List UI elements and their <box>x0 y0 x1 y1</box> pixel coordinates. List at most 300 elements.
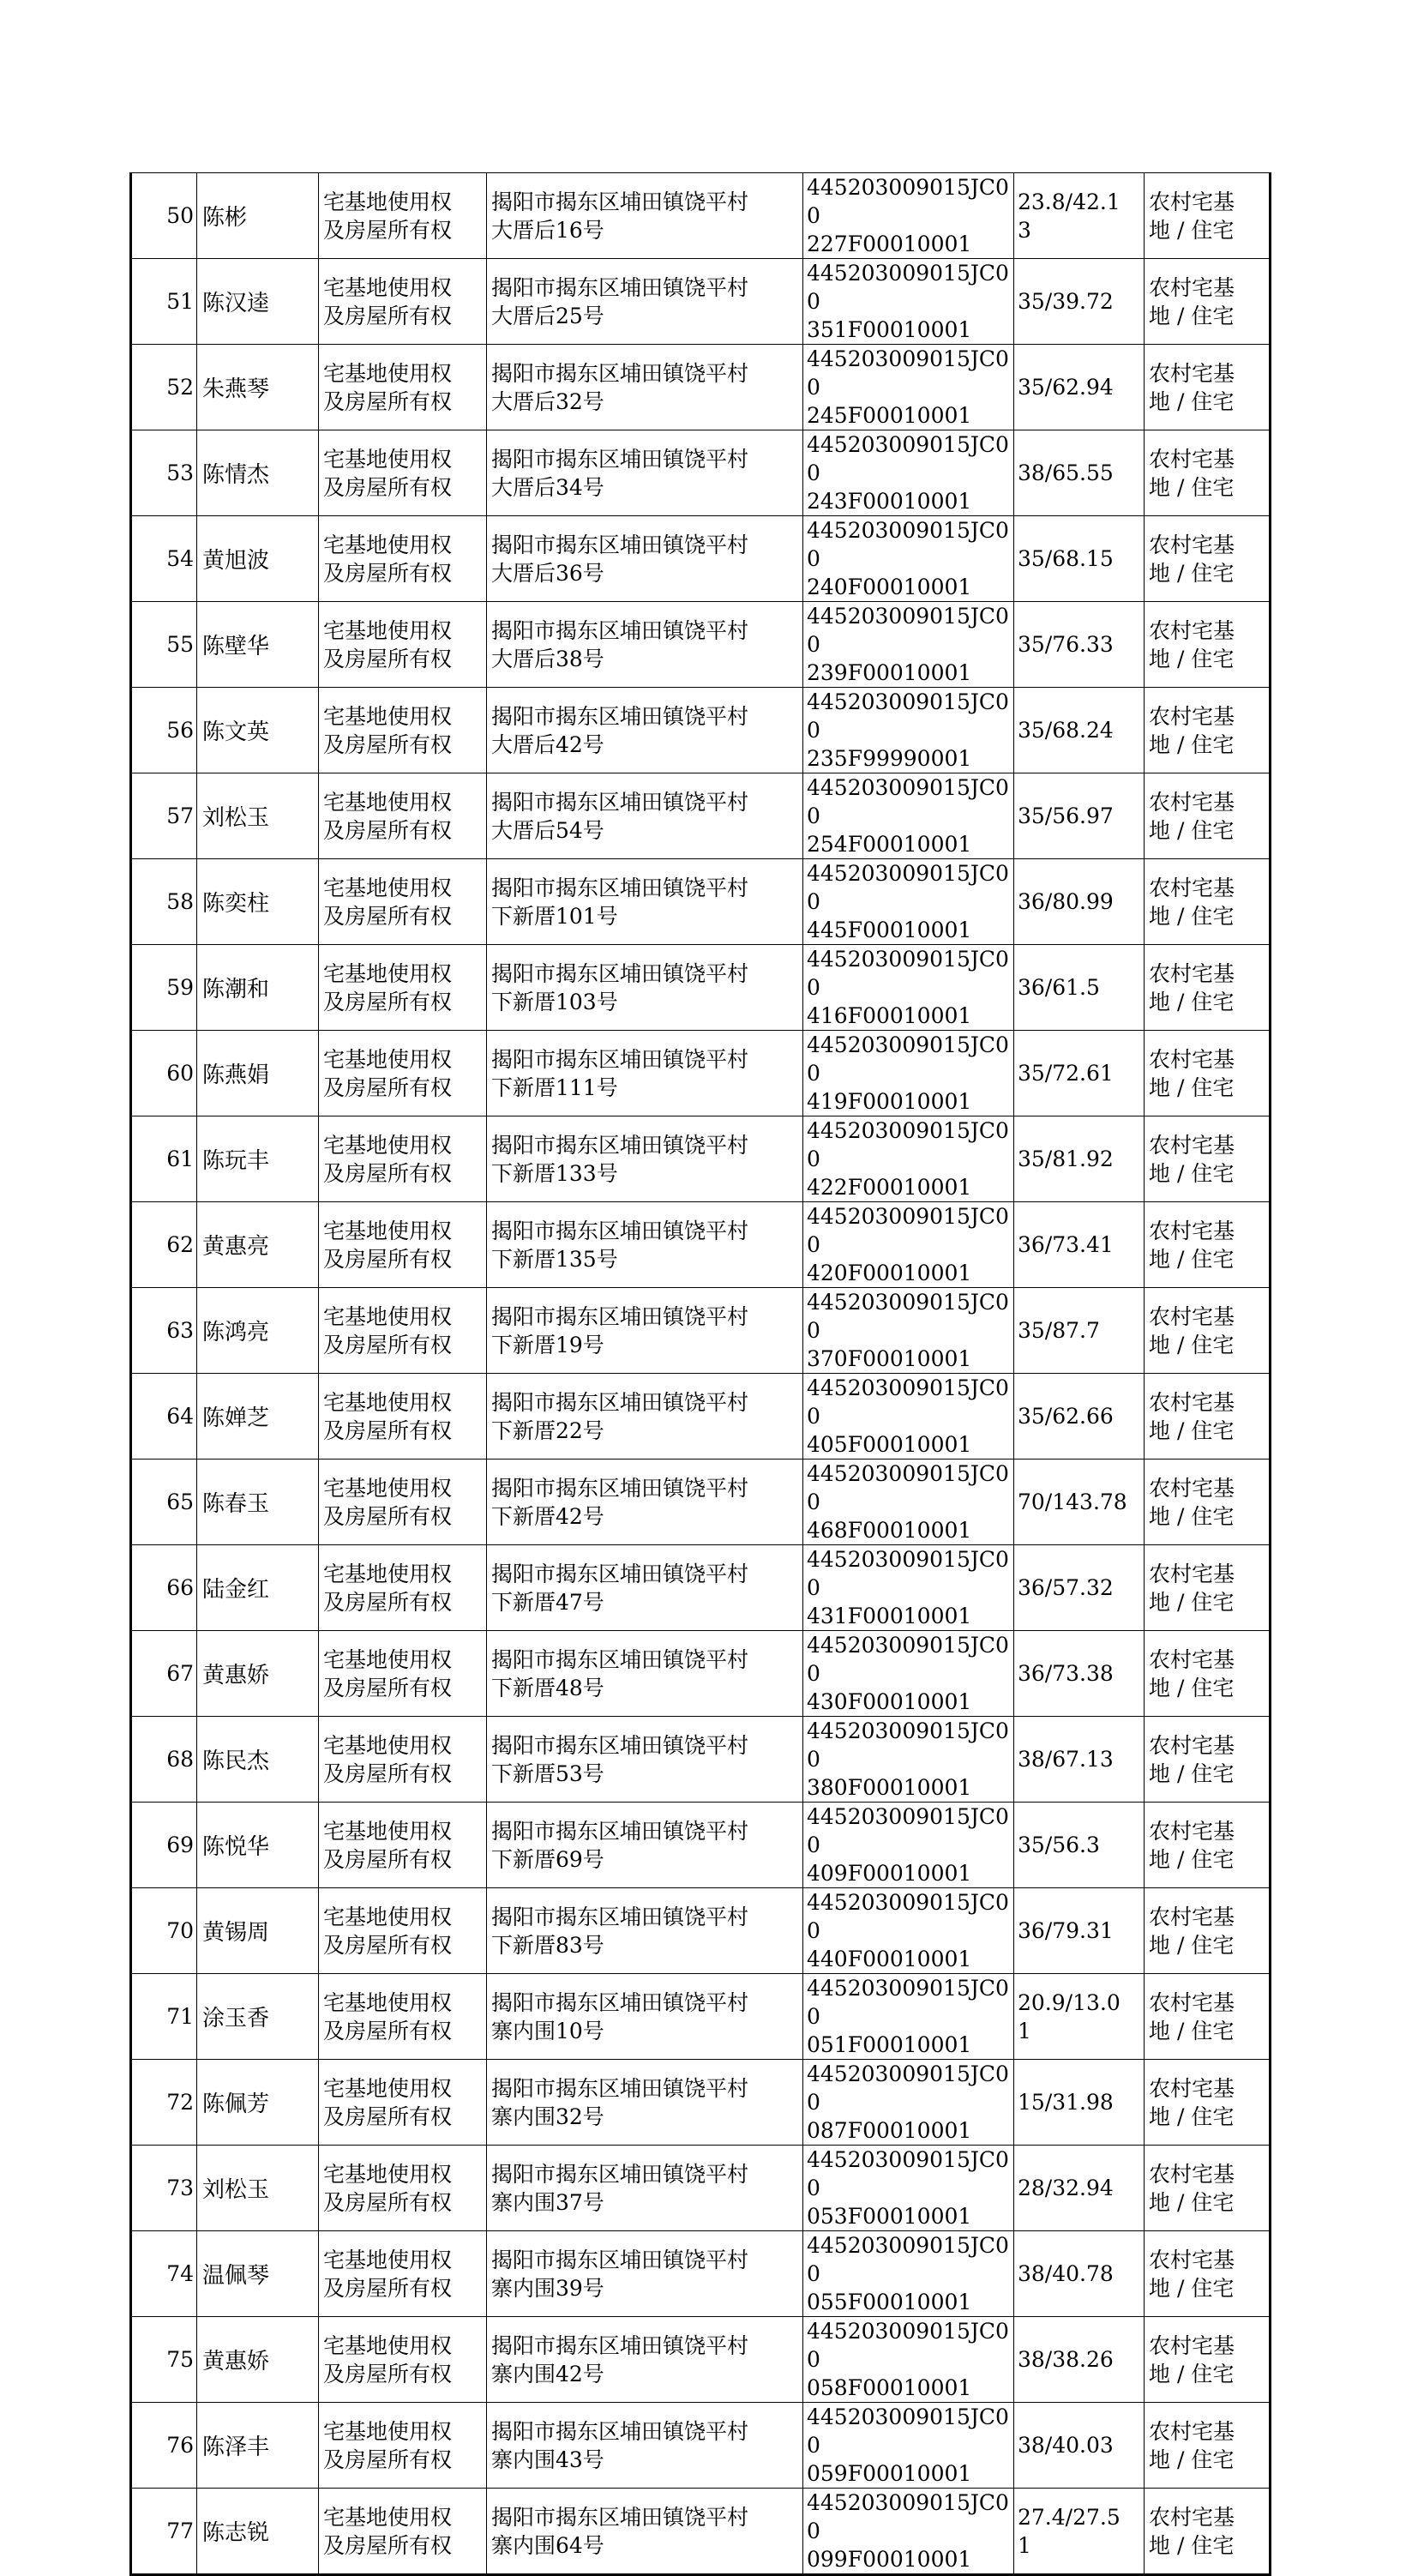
row-number-cell: 65 <box>131 1460 197 1545</box>
address-cell <box>487 1803 803 1888</box>
property-code-text: 445203009015JC00 430F00010001 <box>807 1633 1009 1714</box>
table-row <box>131 2489 1271 2575</box>
address-cell <box>487 516 803 602</box>
right-type-text: 宅基地使用权 及房屋所有权 <box>323 1818 453 1872</box>
right-type-text: 宅基地使用权 及房屋所有权 <box>323 1389 453 1443</box>
address-text: 揭阳市揭东区埔田镇饶平村 下新厝47号 <box>491 1561 749 1615</box>
usage-cell <box>1145 259 1271 345</box>
right-type-cell <box>319 1202 487 1288</box>
address-text: 揭阳市揭东区埔田镇饶平村 下新厝42号 <box>491 1475 749 1529</box>
area-text: 35/62.94 <box>1018 375 1114 400</box>
right-type-text: 宅基地使用权 及房屋所有权 <box>323 2504 453 2558</box>
usage-text: 农村宅基 地 / 住宅 <box>1149 1561 1235 1615</box>
owner-name-cell: 陈彬 <box>197 173 319 259</box>
area-text: 38/40.78 <box>1018 2261 1114 2286</box>
area-text: 35/81.92 <box>1018 1147 1114 1171</box>
registration-table <box>129 172 1271 2576</box>
property-code-cell <box>803 1803 1014 1888</box>
right-type-cell <box>319 1116 487 1202</box>
address-text: 揭阳市揭东区埔田镇饶平村 下新厝133号 <box>491 1132 749 1186</box>
row-number-cell: 63 <box>131 1288 197 1374</box>
row-number-cell: 68 <box>131 1717 197 1803</box>
area-cell <box>1014 1116 1145 1202</box>
address-cell <box>487 2231 803 2317</box>
right-type-text: 宅基地使用权 及房屋所有权 <box>323 2161 453 2215</box>
right-type-text: 宅基地使用权 及房屋所有权 <box>323 1303 453 1357</box>
address-cell <box>487 945 803 1031</box>
usage-text: 农村宅基 地 / 住宅 <box>1149 1132 1235 1186</box>
usage-cell <box>1145 2231 1271 2317</box>
usage-text: 农村宅基 地 / 住宅 <box>1149 2332 1235 2386</box>
usage-cell <box>1145 516 1271 602</box>
address-text: 揭阳市揭东区埔田镇饶平村 寨内围32号 <box>491 2075 749 2129</box>
property-code-text: 445203009015JC00 431F00010001 <box>807 1547 1009 1628</box>
property-code-text: 445203009015JC00 245F00010001 <box>807 346 1009 428</box>
address-text: 揭阳市揭东区埔田镇饶平村 寨内围39号 <box>491 2247 749 2301</box>
row-number-cell: 61 <box>131 1116 197 1202</box>
right-type-text: 宅基地使用权 及房屋所有权 <box>323 2418 453 2472</box>
usage-text: 农村宅基 地 / 住宅 <box>1149 2075 1235 2129</box>
address-text: 揭阳市揭东区埔田镇饶平村 下新厝83号 <box>491 1904 749 1958</box>
usage-text: 农村宅基 地 / 住宅 <box>1149 1732 1235 1786</box>
address-cell <box>487 2060 803 2146</box>
area-cell <box>1014 2146 1145 2231</box>
owner-name-cell: 陈燕娟 <box>197 1031 319 1116</box>
property-code-cell <box>803 345 1014 430</box>
area-cell <box>1014 173 1145 259</box>
table-row <box>131 1717 1271 1803</box>
right-type-text: 宅基地使用权 及房屋所有权 <box>323 532 453 586</box>
right-type-text: 宅基地使用权 及房屋所有权 <box>323 789 453 843</box>
usage-cell <box>1145 173 1271 259</box>
address-text: 揭阳市揭东区埔田镇饶平村 寨内围43号 <box>491 2418 749 2472</box>
row-number-cell: 58 <box>131 859 197 945</box>
property-code-text: 445203009015JC00 420F00010001 <box>807 1204 1009 1285</box>
right-type-text: 宅基地使用权 及房屋所有权 <box>323 617 453 671</box>
row-number-cell: 59 <box>131 945 197 1031</box>
address-cell <box>487 1717 803 1803</box>
usage-text: 农村宅基 地 / 住宅 <box>1149 703 1235 757</box>
right-type-text: 宅基地使用权 及房屋所有权 <box>323 1132 453 1186</box>
property-code-text: 445203009015JC00 422F00010001 <box>807 1118 1009 1200</box>
address-cell <box>487 2489 803 2575</box>
area-cell <box>1014 945 1145 1031</box>
property-code-text: 445203009015JC00 240F00010001 <box>807 518 1009 599</box>
property-code-cell <box>803 259 1014 345</box>
right-type-cell <box>319 2231 487 2317</box>
address-text: 揭阳市揭东区埔田镇饶平村 下新厝53号 <box>491 1732 749 1786</box>
area-text: 38/67.13 <box>1018 1747 1114 1772</box>
right-type-cell <box>319 602 487 688</box>
area-cell <box>1014 2403 1145 2489</box>
usage-cell <box>1145 1202 1271 1288</box>
owner-name-cell: 黄旭波 <box>197 516 319 602</box>
property-code-text: 445203009015JC00 099F00010001 <box>807 2490 1009 2572</box>
address-cell <box>487 1888 803 1974</box>
usage-cell <box>1145 2489 1271 2575</box>
usage-cell <box>1145 773 1271 859</box>
right-type-cell <box>319 2403 487 2489</box>
address-cell <box>487 1631 803 1717</box>
table-row <box>131 2317 1271 2403</box>
row-number-cell: 72 <box>131 2060 197 2146</box>
table-row <box>131 1374 1271 1460</box>
area-text: 20.9/13.0 1 <box>1018 1989 1121 2043</box>
area-text: 38/65.55 <box>1018 460 1114 485</box>
property-code-cell <box>803 1974 1014 2060</box>
area-cell <box>1014 602 1145 688</box>
usage-text: 农村宅基 地 / 住宅 <box>1149 1818 1235 1872</box>
usage-text: 农村宅基 地 / 住宅 <box>1149 1904 1235 1958</box>
usage-text: 农村宅基 地 / 住宅 <box>1149 960 1235 1014</box>
property-code-text: 445203009015JC00 087F00010001 <box>807 2061 1009 2143</box>
owner-name-cell: 温佩琴 <box>197 2231 319 2317</box>
property-code-cell <box>803 2403 1014 2489</box>
owner-name-cell: 黄惠亮 <box>197 1202 319 1288</box>
owner-name-cell: 陈汉逵 <box>197 259 319 345</box>
address-text: 揭阳市揭东区埔田镇饶平村 下新厝48号 <box>491 1646 749 1700</box>
usage-text: 农村宅基 地 / 住宅 <box>1149 274 1235 328</box>
area-text: 36/73.38 <box>1018 1661 1114 1686</box>
property-code-text: 445203009015JC00 468F00010001 <box>807 1461 1009 1543</box>
right-type-cell <box>319 1974 487 2060</box>
row-number-cell: 64 <box>131 1374 197 1460</box>
usage-cell <box>1145 1116 1271 1202</box>
owner-name-cell: 刘松玉 <box>197 773 319 859</box>
right-type-text: 宅基地使用权 及房屋所有权 <box>323 274 453 328</box>
usage-cell <box>1145 430 1271 516</box>
address-cell <box>487 773 803 859</box>
row-number-cell: 52 <box>131 345 197 430</box>
right-type-text: 宅基地使用权 及房屋所有权 <box>323 2247 453 2301</box>
property-code-cell <box>803 1116 1014 1202</box>
usage-cell <box>1145 2403 1271 2489</box>
usage-cell <box>1145 1974 1271 2060</box>
property-code-cell <box>803 773 1014 859</box>
property-code-cell <box>803 173 1014 259</box>
row-number-cell: 74 <box>131 2231 197 2317</box>
table-row <box>131 345 1271 430</box>
owner-name-cell: 朱燕琴 <box>197 345 319 430</box>
usage-cell <box>1145 602 1271 688</box>
table-row <box>131 1631 1271 1717</box>
property-code-cell <box>803 1288 1014 1374</box>
property-code-cell <box>803 1460 1014 1545</box>
owner-name-cell: 陈婵芝 <box>197 1374 319 1460</box>
right-type-cell <box>319 259 487 345</box>
right-type-cell <box>319 2060 487 2146</box>
area-text: 36/80.99 <box>1018 889 1114 914</box>
usage-cell <box>1145 1288 1271 1374</box>
usage-text: 农村宅基 地 / 住宅 <box>1149 2418 1235 2472</box>
usage-text: 农村宅基 地 / 住宅 <box>1149 1646 1235 1700</box>
row-number-cell: 77 <box>131 2489 197 2575</box>
address-cell <box>487 859 803 945</box>
area-text: 35/87.7 <box>1018 1318 1100 1343</box>
property-code-text: 445203009015JC00 409F00010001 <box>807 1804 1009 1886</box>
address-cell <box>487 1974 803 2060</box>
property-code-cell <box>803 2146 1014 2231</box>
address-cell <box>487 1202 803 1288</box>
area-cell <box>1014 859 1145 945</box>
area-text: 23.8/42.1 3 <box>1018 189 1121 243</box>
right-type-text: 宅基地使用权 及房屋所有权 <box>323 1732 453 1786</box>
address-cell <box>487 1031 803 1116</box>
right-type-cell <box>319 1460 487 1545</box>
right-type-cell <box>319 173 487 259</box>
property-code-cell <box>803 430 1014 516</box>
owner-name-cell: 陆金红 <box>197 1545 319 1631</box>
usage-cell <box>1145 1545 1271 1631</box>
area-text: 36/61.5 <box>1018 975 1100 1000</box>
usage-text: 农村宅基 地 / 住宅 <box>1149 532 1235 586</box>
area-cell <box>1014 1031 1145 1116</box>
owner-name-cell: 陈春玉 <box>197 1460 319 1545</box>
property-code-cell <box>803 1202 1014 1288</box>
address-text: 揭阳市揭东区埔田镇饶平村 大厝后54号 <box>491 789 749 843</box>
property-code-cell <box>803 688 1014 773</box>
right-type-cell <box>319 2489 487 2575</box>
property-code-cell <box>803 2060 1014 2146</box>
usage-cell <box>1145 345 1271 430</box>
address-cell <box>487 430 803 516</box>
usage-text: 农村宅基 地 / 住宅 <box>1149 1475 1235 1529</box>
usage-cell <box>1145 945 1271 1031</box>
area-text: 36/57.32 <box>1018 1575 1114 1600</box>
address-text: 揭阳市揭东区埔田镇饶平村 大厝后25号 <box>491 274 749 328</box>
usage-text: 农村宅基 地 / 住宅 <box>1149 446 1235 500</box>
address-text: 揭阳市揭东区埔田镇饶平村 大厝后34号 <box>491 446 749 500</box>
address-text: 揭阳市揭东区埔田镇饶平村 大厝后16号 <box>491 189 749 243</box>
property-code-cell <box>803 516 1014 602</box>
area-text: 35/39.72 <box>1018 289 1114 314</box>
right-type-text: 宅基地使用权 及房屋所有权 <box>323 1475 453 1529</box>
owner-name-cell: 陈民杰 <box>197 1717 319 1803</box>
table-row <box>131 2231 1271 2317</box>
table-row <box>131 1116 1271 1202</box>
usage-text: 农村宅基 地 / 住宅 <box>1149 360 1235 414</box>
owner-name-cell: 黄惠娇 <box>197 1631 319 1717</box>
table-row <box>131 173 1271 259</box>
right-type-cell <box>319 345 487 430</box>
area-cell <box>1014 1288 1145 1374</box>
property-code-cell <box>803 1545 1014 1631</box>
property-code-cell <box>803 859 1014 945</box>
row-number-cell: 54 <box>131 516 197 602</box>
table-row <box>131 1460 1271 1545</box>
area-text: 35/76.33 <box>1018 632 1114 657</box>
row-number-cell: 75 <box>131 2317 197 2403</box>
address-text: 揭阳市揭东区埔田镇饶平村 寨内围37号 <box>491 2161 749 2215</box>
table-row <box>131 1888 1271 1974</box>
right-type-text: 宅基地使用权 及房屋所有权 <box>323 703 453 757</box>
right-type-cell <box>319 1545 487 1631</box>
owner-name-cell: 陈奕柱 <box>197 859 319 945</box>
area-cell <box>1014 1803 1145 1888</box>
table-row <box>131 430 1271 516</box>
property-code-cell <box>803 1031 1014 1116</box>
usage-cell <box>1145 688 1271 773</box>
table-row <box>131 688 1271 773</box>
area-text: 35/68.15 <box>1018 546 1114 571</box>
owner-name-cell: 陈佩芳 <box>197 2060 319 2146</box>
usage-text: 农村宅基 地 / 住宅 <box>1149 2247 1235 2301</box>
right-type-text: 宅基地使用权 及房屋所有权 <box>323 2332 453 2386</box>
area-text: 35/72.61 <box>1018 1061 1114 1086</box>
right-type-cell <box>319 1374 487 1460</box>
area-cell <box>1014 773 1145 859</box>
table-row <box>131 2146 1271 2231</box>
owner-name-cell: 刘松玉 <box>197 2146 319 2231</box>
right-type-cell <box>319 859 487 945</box>
address-text: 揭阳市揭东区埔田镇饶平村 大厝后42号 <box>491 703 749 757</box>
property-code-text: 445203009015JC00 254F00010001 <box>807 775 1009 857</box>
owner-name-cell: 陈泽丰 <box>197 2403 319 2489</box>
area-text: 36/79.31 <box>1018 1918 1114 1943</box>
right-type-cell <box>319 1888 487 1974</box>
area-text: 35/68.24 <box>1018 718 1114 743</box>
area-text: 27.4/27.5 1 <box>1018 2504 1121 2558</box>
usage-text: 农村宅基 地 / 住宅 <box>1149 1218 1235 1272</box>
right-type-cell <box>319 2146 487 2231</box>
address-text: 揭阳市揭东区埔田镇饶平村 寨内围64号 <box>491 2504 749 2558</box>
property-code-cell <box>803 1717 1014 1803</box>
usage-text: 农村宅基 地 / 住宅 <box>1149 875 1235 929</box>
row-number-cell: 53 <box>131 430 197 516</box>
address-cell <box>487 1116 803 1202</box>
address-cell <box>487 2317 803 2403</box>
table-row <box>131 1288 1271 1374</box>
area-text: 35/62.66 <box>1018 1404 1114 1429</box>
address-text: 揭阳市揭东区埔田镇饶平村 下新厝69号 <box>491 1818 749 1872</box>
address-cell <box>487 602 803 688</box>
property-code-text: 445203009015JC00 059F00010001 <box>807 2404 1009 2486</box>
usage-cell <box>1145 1717 1271 1803</box>
usage-text: 农村宅基 地 / 住宅 <box>1149 1989 1235 2043</box>
right-type-cell <box>319 1288 487 1374</box>
area-text: 15/31.98 <box>1018 2090 1114 2115</box>
row-number-cell: 57 <box>131 773 197 859</box>
row-number-cell: 73 <box>131 2146 197 2231</box>
property-code-text: 445203009015JC00 405F00010001 <box>807 1375 1009 1457</box>
table-row <box>131 2060 1271 2146</box>
owner-name-cell: 陈潮和 <box>197 945 319 1031</box>
area-cell <box>1014 345 1145 430</box>
property-code-text: 445203009015JC00 243F00010001 <box>807 432 1009 514</box>
row-number-cell: 56 <box>131 688 197 773</box>
row-number-cell: 62 <box>131 1202 197 1288</box>
property-code-text: 445203009015JC00 440F00010001 <box>807 1890 1009 1971</box>
table-row <box>131 1803 1271 1888</box>
table-row <box>131 1545 1271 1631</box>
property-code-text: 445203009015JC00 227F00010001 <box>807 175 1009 256</box>
area-cell <box>1014 1631 1145 1717</box>
address-text: 揭阳市揭东区埔田镇饶平村 下新厝111号 <box>491 1046 749 1100</box>
table-row <box>131 773 1271 859</box>
area-cell <box>1014 516 1145 602</box>
owner-name-cell: 陈悦华 <box>197 1803 319 1888</box>
row-number-cell: 67 <box>131 1631 197 1717</box>
area-cell <box>1014 430 1145 516</box>
usage-cell <box>1145 1803 1271 1888</box>
right-type-text: 宅基地使用权 及房屋所有权 <box>323 1046 453 1100</box>
address-text: 揭阳市揭东区埔田镇饶平村 下新厝101号 <box>491 875 749 929</box>
right-type-cell <box>319 1631 487 1717</box>
table-row <box>131 602 1271 688</box>
table-row <box>131 516 1271 602</box>
area-cell <box>1014 259 1145 345</box>
usage-text: 农村宅基 地 / 住宅 <box>1149 2161 1235 2215</box>
address-cell <box>487 1288 803 1374</box>
owner-name-cell: 黄锡周 <box>197 1888 319 1974</box>
row-number-cell: 60 <box>131 1031 197 1116</box>
owner-name-cell: 陈志锐 <box>197 2489 319 2575</box>
owner-name-cell: 涂玉香 <box>197 1974 319 2060</box>
area-cell <box>1014 2231 1145 2317</box>
address-text: 揭阳市揭东区埔田镇饶平村 下新厝19号 <box>491 1303 749 1357</box>
table-body <box>131 173 1271 2575</box>
right-type-cell <box>319 1803 487 1888</box>
right-type-cell <box>319 688 487 773</box>
right-type-text: 宅基地使用权 及房屋所有权 <box>323 960 453 1014</box>
usage-cell <box>1145 2317 1271 2403</box>
address-text: 揭阳市揭东区埔田镇饶平村 下新厝103号 <box>491 960 749 1014</box>
address-cell <box>487 2146 803 2231</box>
property-code-text: 445203009015JC00 370F00010001 <box>807 1290 1009 1371</box>
property-code-text: 445203009015JC00 051F00010001 <box>807 1976 1009 2057</box>
right-type-text: 宅基地使用权 及房屋所有权 <box>323 1218 453 1272</box>
row-number-cell: 69 <box>131 1803 197 1888</box>
address-text: 揭阳市揭东区埔田镇饶平村 大厝后38号 <box>491 617 749 671</box>
row-number-cell: 50 <box>131 173 197 259</box>
property-code-text: 445203009015JC00 239F00010001 <box>807 604 1009 685</box>
owner-name-cell: 陈玩丰 <box>197 1116 319 1202</box>
property-code-cell <box>803 945 1014 1031</box>
area-cell <box>1014 1888 1145 1974</box>
table-row <box>131 1031 1271 1116</box>
area-text: 70/143.78 <box>1018 1490 1127 1514</box>
right-type-text: 宅基地使用权 及房屋所有权 <box>323 360 453 414</box>
property-code-text: 445203009015JC00 058F00010001 <box>807 2319 1009 2400</box>
row-number-cell: 55 <box>131 602 197 688</box>
usage-cell <box>1145 1888 1271 1974</box>
usage-text: 农村宅基 地 / 住宅 <box>1149 789 1235 843</box>
table-row <box>131 859 1271 945</box>
area-cell <box>1014 1202 1145 1288</box>
address-text: 揭阳市揭东区埔田镇饶平村 下新厝22号 <box>491 1389 749 1443</box>
address-cell <box>487 688 803 773</box>
right-type-text: 宅基地使用权 及房屋所有权 <box>323 1904 453 1958</box>
property-code-cell <box>803 2489 1014 2575</box>
property-code-cell <box>803 2317 1014 2403</box>
right-type-text: 宅基地使用权 及房屋所有权 <box>323 2075 453 2129</box>
property-code-text: 445203009015JC00 380F00010001 <box>807 1718 1009 1800</box>
right-type-cell <box>319 430 487 516</box>
property-code-text: 445203009015JC00 053F00010001 <box>807 2147 1009 2229</box>
usage-text: 农村宅基 地 / 住宅 <box>1149 1046 1235 1100</box>
property-code-text: 445203009015JC00 235F99990001 <box>807 689 1009 771</box>
area-text: 35/56.3 <box>1018 1833 1100 1857</box>
address-text: 揭阳市揭东区埔田镇饶平村 寨内围10号 <box>491 1989 749 2043</box>
property-code-cell <box>803 1888 1014 1974</box>
right-type-cell <box>319 1031 487 1116</box>
table-row <box>131 1202 1271 1288</box>
usage-text: 农村宅基 地 / 住宅 <box>1149 617 1235 671</box>
property-code-text: 445203009015JC00 055F00010001 <box>807 2233 1009 2314</box>
area-text: 38/40.03 <box>1018 2433 1114 2458</box>
owner-name-cell: 陈情杰 <box>197 430 319 516</box>
property-code-cell <box>803 2231 1014 2317</box>
